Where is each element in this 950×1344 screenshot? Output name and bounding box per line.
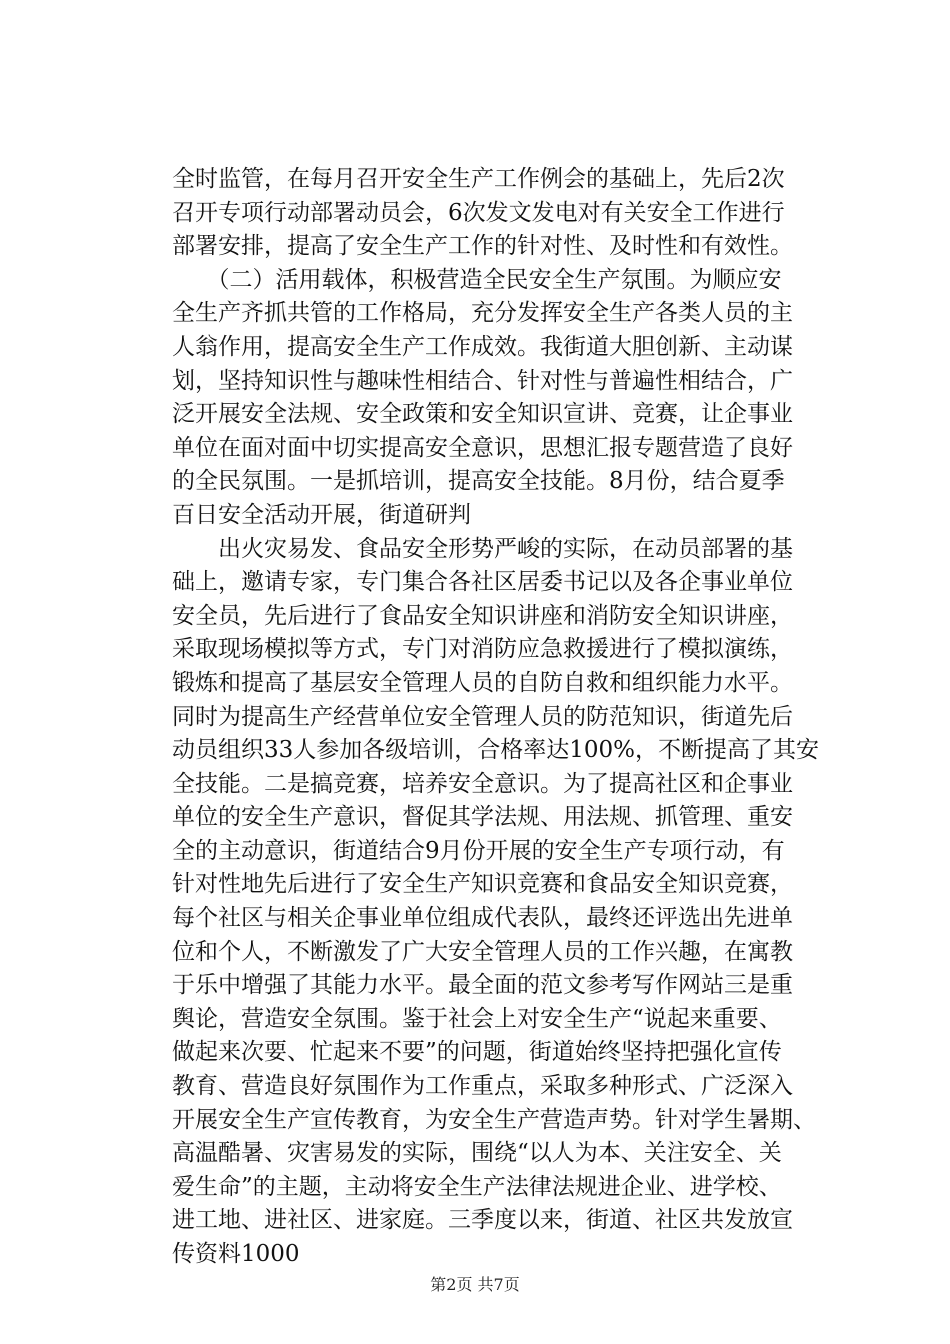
text-line: 于乐中增强了其能力水平。最全面的范文参考写作网站三是重 (172, 972, 793, 999)
page-footer (0, 1272, 950, 1295)
text-line: 全技能。二是搞竞赛，培养安全意识。为了提高社区和企事业 (172, 770, 793, 797)
text-line: 同时为提高生产经营单位安全管理人员的防范知识，街道先后 (172, 703, 793, 730)
text-line: 的全民氛围。一是抓培训，提高安全技能。8月份，结合夏季 (172, 468, 785, 495)
text-line: 教育、营造良好氛围作为工作重点，采取多种形式、广泛深入 (172, 1073, 793, 1100)
text-line: 针对性地先后进行了安全生产知识竞赛和食品安全知识竞赛， (172, 871, 793, 898)
text-line: 出火灾易发、食品安全形势严峻的实际，在动员部署的基 (172, 535, 793, 562)
text-line: 安全员，先后进行了食品安全知识讲座和消防安全知识讲座， (172, 602, 793, 629)
text-line: 全生产齐抓共管的工作格局，充分发挥安全生产各类人员的主 (172, 300, 793, 327)
text-line: 传资料1000 (172, 1241, 300, 1267)
text-line: 泛开展安全法规、安全政策和安全知识宣讲、竞赛，让企事业 (172, 401, 793, 428)
text-line: 爱生命”的主题，主动将安全生产法律法规进企业、进学校、 (172, 1173, 782, 1200)
text-line: 划，坚持知识性与趣味性相结合、针对性与普遍性相结合，广 (172, 367, 793, 394)
text-line: 采取现场模拟等方式，专门对消防应急救援进行了模拟演练， (172, 636, 793, 663)
text-line: 动员组织33人参加各级培训，合格率达100%，不断提高了其安 (172, 737, 820, 764)
text-line: 舆论，营造安全氛围。鉴于社会上对安全生产“说起来重要、 (172, 1005, 782, 1032)
text-line: 每个社区与相关企事业单位组成代表队，最终还评选出先进单 (172, 905, 793, 932)
page-number: 第2页 共7页 (430, 1275, 520, 1294)
text-line: 单位在面对面中切实提高安全意识，思想汇报专题营造了良好 (172, 434, 793, 461)
text-line: 高温酷暑、灾害易发的实际，围绕“以人为本、关注安全、关 (172, 1140, 782, 1167)
text-line: 开展安全生产宣传教育，为安全生产营造声势。针对学生暑期、 (172, 1106, 816, 1133)
text-line: 锻炼和提高了基层安全管理人员的自防自救和组织能力水平。 (172, 669, 793, 696)
text-line: 础上，邀请专家，专门集合各社区居委书记以及各企事业单位 (172, 569, 793, 596)
text-line: 百日安全活动开展，街道研判 (172, 501, 471, 528)
text-line: （二）活用载体，积极营造全民安全生产氛围。为顺应安 (172, 266, 782, 293)
document-body (172, 163, 852, 1272)
text-line: 单位的安全生产意识，督促其学法规、用法规、抓管理、重安 (172, 804, 793, 831)
text-line: 全的主动意识，街道结合9月份开展的安全生产专项行动，有 (172, 837, 785, 864)
text-line: 位和个人，不断激发了广大安全管理人员的工作兴趣，在寓教 (172, 938, 793, 965)
text-line: 做起来次要、忙起来不要”的问题，街道始终坚持把强化宣传 (172, 1039, 782, 1066)
text-line: 人翁作用，提高安全生产工作成效。我街道大胆创新、主动谋 (172, 333, 793, 360)
text-line: 全时监管，在每月召开安全生产工作例会的基础上，先后2次 (172, 166, 785, 192)
text-line: 进工地、进社区、进家庭。三季度以来，街道、社区共发放宣 (172, 1207, 793, 1234)
text-line: 部署安排，提高了安全生产工作的针对性、及时性和有效性。 (172, 233, 793, 260)
text-line: 召开专项行动部署动员会，6次发文发电对有关安全工作进行 (172, 199, 785, 226)
